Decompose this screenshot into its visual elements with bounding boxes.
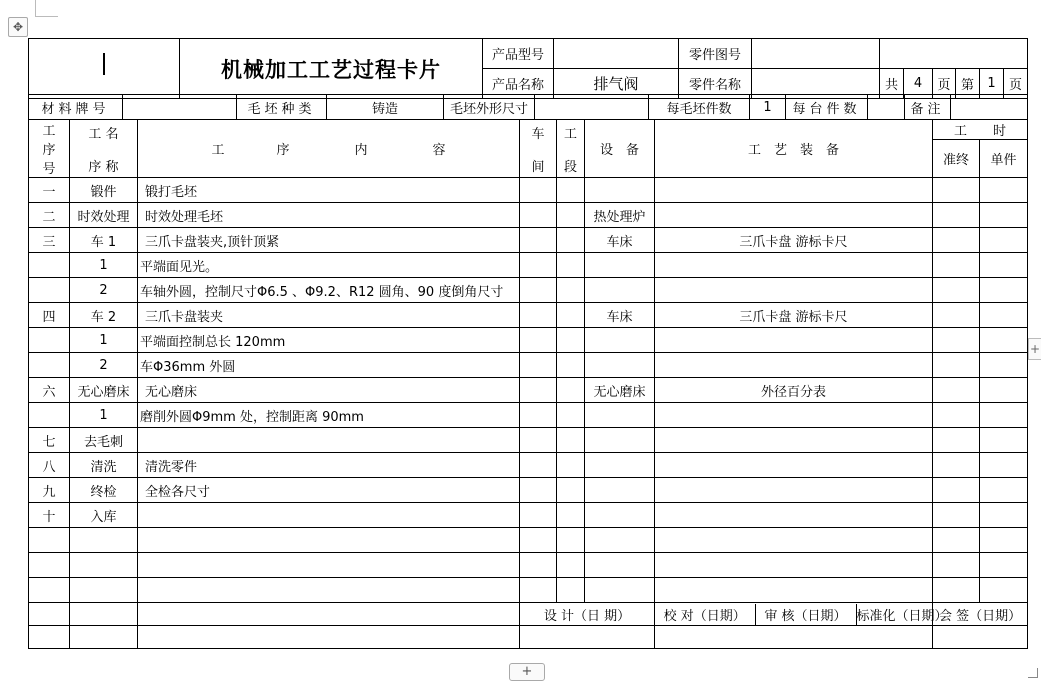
row-setup-time[interactable] xyxy=(933,278,980,303)
row-workshop[interactable] xyxy=(520,253,557,278)
row-section[interactable] xyxy=(557,178,585,203)
row-unit-time[interactable] xyxy=(980,403,1028,428)
row-workshop[interactable] xyxy=(520,328,557,353)
footer-blank-cell[interactable] xyxy=(70,603,138,626)
row-unit-time[interactable] xyxy=(980,278,1028,303)
footer-check-label: 校 对（日期） xyxy=(655,604,755,625)
row-equipment[interactable] xyxy=(585,353,655,378)
row-equipment[interactable] xyxy=(585,403,655,428)
row-workshop[interactable] xyxy=(520,428,557,453)
row-setup-time[interactable] xyxy=(933,253,980,278)
page-unit-label: 页 xyxy=(933,69,956,99)
product-name-label: 产品名称 xyxy=(483,69,554,99)
row-equipment[interactable] xyxy=(585,453,655,478)
footer-blank-cell[interactable] xyxy=(138,603,520,626)
row-content[interactable] xyxy=(138,528,520,553)
row-section[interactable] xyxy=(557,403,585,428)
footer-countersign-field[interactable] xyxy=(933,626,1028,649)
per-blank-field[interactable]: 1 xyxy=(750,95,786,120)
row-workshop[interactable] xyxy=(520,578,557,603)
logo-cell[interactable] xyxy=(29,39,180,99)
row-setup-time[interactable] xyxy=(933,578,980,603)
row-seq-no[interactable]: 七 xyxy=(29,428,70,453)
row-equipment[interactable] xyxy=(585,428,655,453)
row-workshop[interactable] xyxy=(520,553,557,578)
material-row-table xyxy=(28,94,1028,120)
row-seq-no[interactable]: 二 xyxy=(29,203,70,228)
row-workshop[interactable] xyxy=(520,478,557,503)
blank-size-field[interactable] xyxy=(535,95,649,120)
current-label: 第 xyxy=(956,69,980,99)
page-unit-label: 页 xyxy=(1004,69,1028,99)
row-equipment[interactable] xyxy=(585,478,655,503)
row-section[interactable] xyxy=(557,253,585,278)
row-tooling[interactable] xyxy=(655,428,933,453)
row-unit-time[interactable] xyxy=(980,303,1028,328)
row-unit-time[interactable] xyxy=(980,428,1028,453)
row-tooling[interactable] xyxy=(655,578,933,603)
table-resize-corner-icon[interactable] xyxy=(1028,668,1038,678)
header-blank-cell[interactable] xyxy=(880,39,1028,69)
part-name-label: 零件名称 xyxy=(679,69,752,99)
row-section[interactable] xyxy=(557,428,585,453)
part-drawing-no-label: 零件图号 xyxy=(679,39,752,69)
row-setup-time[interactable] xyxy=(933,303,980,328)
table-move-handle-icon[interactable]: ✥ xyxy=(8,17,28,37)
row-workshop[interactable] xyxy=(520,403,557,428)
row-seq-no[interactable]: 九 xyxy=(29,478,70,503)
col-seq-no: 工 序 号 xyxy=(29,120,70,178)
row-section[interactable] xyxy=(557,378,585,403)
footer-blank-cell[interactable] xyxy=(29,626,70,649)
col-section: 工 段 xyxy=(557,120,585,178)
row-unit-time[interactable] xyxy=(980,578,1028,603)
row-tooling[interactable] xyxy=(655,453,933,478)
row-tooling[interactable] xyxy=(655,528,933,553)
row-tooling[interactable] xyxy=(655,353,933,378)
row-seq-no[interactable]: 十 xyxy=(29,503,70,528)
row-seq-no[interactable]: 一 xyxy=(29,178,70,203)
row-setup-time[interactable] xyxy=(933,178,980,203)
row-workshop[interactable] xyxy=(520,278,557,303)
footer-signoff-field[interactable] xyxy=(655,626,933,649)
row-content[interactable]: 三爪卡盘装夹,顶针顶紧 xyxy=(138,228,520,253)
part-drawing-no-field[interactable] xyxy=(752,39,880,69)
row-section[interactable] xyxy=(557,553,585,578)
product-model-field[interactable] xyxy=(554,39,679,69)
table-row xyxy=(29,553,1028,578)
current-page[interactable]: 1 xyxy=(980,69,1004,99)
footer-signoff-group xyxy=(655,603,948,626)
row-unit-time[interactable] xyxy=(980,378,1028,403)
row-content[interactable]: 平端面控制总长 120mm xyxy=(138,328,520,353)
row-setup-time[interactable] xyxy=(933,403,980,428)
row-unit-time[interactable] xyxy=(980,528,1028,553)
row-setup-time[interactable] xyxy=(933,353,980,378)
table-row xyxy=(29,478,1028,503)
row-workshop[interactable] xyxy=(520,528,557,553)
col-equipment: 设 备 xyxy=(585,120,655,178)
material-label: 材料牌号 xyxy=(29,95,123,120)
table-row xyxy=(29,378,1028,403)
row-op-name[interactable]: 入库 xyxy=(70,503,138,528)
row-seq-no[interactable]: 六 xyxy=(29,378,70,403)
col-setup-time: 准终 xyxy=(933,140,980,178)
row-equipment[interactable] xyxy=(585,578,655,603)
add-column-plus-icon[interactable]: + xyxy=(1028,338,1041,360)
row-tooling[interactable] xyxy=(655,328,933,353)
table-row xyxy=(29,578,1028,603)
row-setup-time[interactable] xyxy=(933,528,980,553)
remarks-label: 备注 xyxy=(905,95,951,120)
footer-standard-label: 标准化（日期） xyxy=(856,604,933,625)
row-equipment[interactable] xyxy=(585,553,655,578)
row-setup-time[interactable] xyxy=(933,378,980,403)
table-row xyxy=(29,278,1028,303)
footer-review-label: 审 核（日期） xyxy=(755,604,856,625)
row-setup-time[interactable] xyxy=(933,553,980,578)
row-tooling[interactable] xyxy=(655,478,933,503)
footer-blank-cell[interactable] xyxy=(29,603,70,626)
row-seq-no[interactable] xyxy=(29,578,70,603)
footer-blank-cell[interactable] xyxy=(138,626,520,649)
table-row xyxy=(29,453,1028,478)
row-seq-no[interactable]: 八 xyxy=(29,453,70,478)
footer-design-label: 设 计（日 期） xyxy=(520,603,655,626)
blank-type-label: 毛坯种类 xyxy=(237,95,327,120)
blank-type-field[interactable]: 铸造 xyxy=(327,95,444,120)
col-unit-time: 单件 xyxy=(980,140,1028,178)
row-content[interactable] xyxy=(138,503,520,528)
card-header-table xyxy=(28,38,1028,99)
row-section[interactable] xyxy=(557,353,585,378)
footer-design-field[interactable] xyxy=(520,626,655,649)
row-unit-time[interactable] xyxy=(980,353,1028,378)
row-workshop[interactable] xyxy=(520,353,557,378)
row-equipment[interactable]: 车床 xyxy=(585,228,655,253)
page-corner-mark xyxy=(35,0,58,17)
table-row xyxy=(29,303,1028,328)
row-op-name[interactable]: 车 1 xyxy=(70,228,138,253)
row-setup-time[interactable] xyxy=(933,228,980,253)
row-content[interactable]: 时效处理毛坯 xyxy=(138,203,520,228)
row-content[interactable] xyxy=(138,553,520,578)
row-content[interactable]: 车Φ36mm 外圆 xyxy=(138,353,520,378)
total-label: 共 xyxy=(880,69,904,99)
row-content[interactable]: 全检各尺寸 xyxy=(138,478,520,503)
row-section[interactable] xyxy=(557,478,585,503)
row-op-name[interactable]: 去毛刺 xyxy=(70,428,138,453)
row-equipment[interactable] xyxy=(585,178,655,203)
row-equipment[interactable] xyxy=(585,278,655,303)
row-unit-time[interactable] xyxy=(980,553,1028,578)
row-unit-time[interactable] xyxy=(980,253,1028,278)
per-unit-label: 每台件数 xyxy=(786,95,868,120)
row-tooling[interactable]: 外径百分表 xyxy=(655,378,933,403)
row-op-name[interactable] xyxy=(70,578,138,603)
row-section[interactable] xyxy=(557,503,585,528)
row-content[interactable]: 无心磨床 xyxy=(138,378,520,403)
blank-size-label: 毛坯外形尺寸 xyxy=(444,95,535,120)
row-equipment[interactable] xyxy=(585,253,655,278)
row-section[interactable] xyxy=(557,203,585,228)
row-seq-no[interactable] xyxy=(29,253,70,278)
row-tooling[interactable]: 三爪卡盘 游标卡尺 xyxy=(655,228,933,253)
row-unit-time[interactable] xyxy=(980,328,1028,353)
row-op-name[interactable]: 车 2 xyxy=(70,303,138,328)
col-man-hours: 工 时 xyxy=(933,120,1028,140)
row-equipment[interactable] xyxy=(585,503,655,528)
row-equipment[interactable]: 车床 xyxy=(585,303,655,328)
col-tooling: 工 艺 装 备 xyxy=(655,120,933,178)
row-seq-no[interactable] xyxy=(29,278,70,303)
row-section[interactable] xyxy=(557,578,585,603)
table-row xyxy=(29,228,1028,253)
row-setup-time[interactable] xyxy=(933,478,980,503)
row-op-name[interactable] xyxy=(70,553,138,578)
per-blank-label: 每毛坯件数 xyxy=(649,95,750,120)
row-content[interactable]: 平端面见光。 xyxy=(138,253,520,278)
row-setup-time[interactable] xyxy=(933,428,980,453)
row-section[interactable] xyxy=(557,303,585,328)
row-seq-no[interactable] xyxy=(29,403,70,428)
table-row xyxy=(29,528,1028,553)
row-workshop[interactable] xyxy=(520,228,557,253)
table-row xyxy=(29,328,1028,353)
row-equipment[interactable]: 无心磨床 xyxy=(585,378,655,403)
remarks-field[interactable] xyxy=(951,95,1028,120)
row-content[interactable]: 磨削外圆Φ9mm 处，控制距离 90mm xyxy=(138,403,520,428)
row-op-name[interactable]: 2 xyxy=(70,353,138,378)
table-row xyxy=(29,178,1028,203)
row-op-name[interactable]: 锻件 xyxy=(70,178,138,203)
row-workshop[interactable] xyxy=(520,203,557,228)
row-workshop[interactable] xyxy=(520,303,557,328)
row-tooling[interactable] xyxy=(655,278,933,303)
row-content[interactable]: 锻打毛坯 xyxy=(138,178,520,203)
table-row xyxy=(29,253,1028,278)
table-row xyxy=(29,428,1028,453)
product-model-label: 产品型号 xyxy=(483,39,554,69)
row-unit-time[interactable] xyxy=(980,478,1028,503)
footer-countersign-label: 会 签（日期） xyxy=(933,603,1028,626)
row-tooling[interactable]: 三爪卡盘 游标卡尺 xyxy=(655,303,933,328)
card-title: 机械加工工艺过程卡片 xyxy=(180,39,483,99)
row-op-name[interactable]: 清洗 xyxy=(70,453,138,478)
row-unit-time[interactable] xyxy=(980,203,1028,228)
row-op-name[interactable]: 2 xyxy=(70,278,138,303)
product-name-field[interactable]: 排气阀 xyxy=(554,69,679,99)
row-seq-no[interactable] xyxy=(29,353,70,378)
row-op-name[interactable]: 时效处理 xyxy=(70,203,138,228)
per-unit-field[interactable] xyxy=(868,95,905,120)
row-workshop[interactable] xyxy=(520,378,557,403)
row-op-name[interactable]: 终检 xyxy=(70,478,138,503)
row-setup-time[interactable] xyxy=(933,453,980,478)
row-section[interactable] xyxy=(557,328,585,353)
table-row xyxy=(29,353,1028,378)
row-tooling[interactable] xyxy=(655,403,933,428)
row-setup-time[interactable] xyxy=(933,503,980,528)
row-op-name[interactable]: 无心磨床 xyxy=(70,378,138,403)
row-tooling[interactable] xyxy=(655,503,933,528)
table-row xyxy=(29,403,1028,428)
table-row xyxy=(29,203,1028,228)
row-seq-no[interactable]: 三 xyxy=(29,228,70,253)
row-section[interactable] xyxy=(557,453,585,478)
row-unit-time[interactable] xyxy=(980,178,1028,203)
add-row-plus-icon[interactable]: + xyxy=(509,663,545,681)
col-content: 工 序 内 容 xyxy=(138,120,520,178)
row-unit-time[interactable] xyxy=(980,228,1028,253)
col-workshop: 车 间 xyxy=(520,120,557,178)
table-row xyxy=(29,503,1028,528)
row-op-name[interactable]: 1 xyxy=(70,403,138,428)
row-tooling[interactable] xyxy=(655,203,933,228)
row-seq-no[interactable] xyxy=(29,528,70,553)
row-op-name[interactable]: 1 xyxy=(70,253,138,278)
row-section[interactable] xyxy=(557,278,585,303)
row-seq-no[interactable] xyxy=(29,328,70,353)
row-equipment[interactable] xyxy=(585,328,655,353)
row-content[interactable] xyxy=(138,578,520,603)
row-workshop[interactable] xyxy=(520,178,557,203)
row-op-name[interactable]: 1 xyxy=(70,328,138,353)
col-op-name: 工 名 序 称 xyxy=(70,120,138,178)
row-op-name[interactable] xyxy=(70,528,138,553)
row-tooling[interactable] xyxy=(655,253,933,278)
row-section[interactable] xyxy=(557,228,585,253)
total-pages[interactable]: 4 xyxy=(904,69,933,99)
row-content[interactable]: 清洗零件 xyxy=(138,453,520,478)
row-seq-no[interactable] xyxy=(29,553,70,578)
row-equipment[interactable] xyxy=(585,528,655,553)
row-unit-time[interactable] xyxy=(980,453,1028,478)
row-tooling[interactable] xyxy=(655,178,933,203)
material-field[interactable] xyxy=(123,95,237,120)
process-table xyxy=(28,119,1028,649)
row-setup-time[interactable] xyxy=(933,203,980,228)
row-section[interactable] xyxy=(557,528,585,553)
row-unit-time[interactable] xyxy=(980,503,1028,528)
row-setup-time[interactable] xyxy=(933,328,980,353)
footer-blank-cell[interactable] xyxy=(70,626,138,649)
row-content[interactable] xyxy=(138,428,520,453)
row-workshop[interactable] xyxy=(520,503,557,528)
row-seq-no[interactable]: 四 xyxy=(29,303,70,328)
row-tooling[interactable] xyxy=(655,553,933,578)
row-content[interactable]: 三爪卡盘装夹 xyxy=(138,303,520,328)
row-equipment[interactable]: 热处理炉 xyxy=(585,203,655,228)
row-content[interactable]: 车轴外圆，控制尺寸Φ6.5 、Φ9.2、R12 圆角、90 度倒角尺寸 xyxy=(138,278,520,303)
row-workshop[interactable] xyxy=(520,453,557,478)
